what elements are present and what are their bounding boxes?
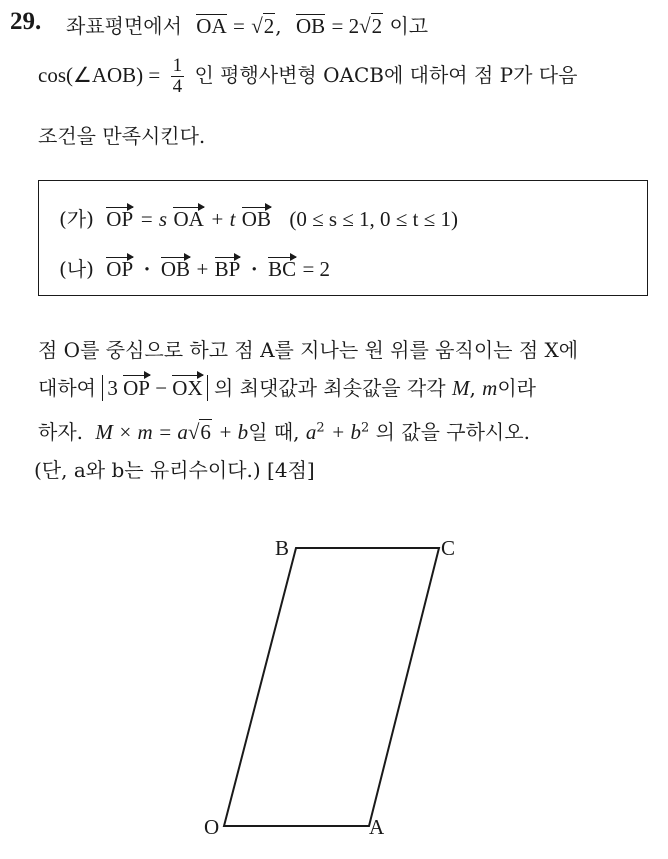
- vector-OP: OP: [123, 376, 150, 400]
- denominator: 4: [172, 76, 183, 97]
- vector-OA-magnitude: OA: [196, 14, 227, 38]
- vector-OB: OB: [241, 207, 271, 231]
- condition-label: (가): [59, 207, 94, 231]
- text-fragment: 인 평행사변형 OACB에 대하여 점 P가 다음: [194, 63, 578, 87]
- radicand: 6: [200, 420, 211, 444]
- parallelogram-OACB: [224, 548, 439, 826]
- sqrt-2: √2: [251, 14, 275, 38]
- exponent: 2: [360, 420, 370, 436]
- text-fragment: 이라: [497, 376, 536, 400]
- radicand: 2: [263, 14, 275, 38]
- equals-two: = 2: [331, 14, 360, 38]
- text-fragment: 의 값을 구하시오.: [375, 420, 530, 444]
- vertex-label-O: O: [204, 815, 220, 839]
- coef-3: 3: [107, 376, 118, 400]
- text-fragment: 의 최댓값과 최솟값을 각각: [213, 376, 446, 400]
- vertex-label-A: A: [369, 815, 385, 839]
- vector-OB: OB: [160, 257, 191, 281]
- text-fragment: 일 때,: [248, 420, 300, 444]
- vertex-label-B: B: [275, 536, 290, 560]
- var-m: m: [482, 376, 498, 400]
- problem-number: 29.: [10, 8, 42, 35]
- plus-sign: +: [196, 257, 209, 281]
- vector-OA: OA: [173, 207, 204, 231]
- vector-OP: OP: [106, 207, 134, 231]
- eq-s: = s: [139, 207, 168, 231]
- comma: ,: [275, 14, 282, 38]
- expr-Mm: M × m = a: [95, 420, 188, 444]
- plus-b: + b: [218, 420, 249, 444]
- range-text: (0 ≤ s ≤ 1, 0 ≤ t ≤ 1): [289, 207, 458, 231]
- vertex-label-C: C: [441, 536, 456, 560]
- condition-label: (나): [59, 257, 94, 281]
- text-fragment: 하자.: [38, 420, 83, 444]
- exponent: 2: [316, 420, 325, 436]
- text-fragment: 대하여: [38, 376, 96, 400]
- problem-line-3: 조건을 만족시킨다.: [38, 124, 206, 148]
- dot-operator: ·: [143, 257, 151, 281]
- text-fragment: 이고: [389, 14, 429, 38]
- vector-OB-magnitude: OB: [295, 14, 326, 38]
- plus-b-squared: + b: [331, 420, 361, 444]
- radicand: 2: [371, 14, 383, 38]
- dot-operator: ·: [250, 257, 258, 281]
- vector-BC: BC: [268, 257, 297, 281]
- sqrt-2b: √2: [359, 14, 383, 38]
- problem-line-7: (단, a와 b는 유리수이다.) [4점]: [34, 458, 315, 482]
- plus-t: + t: [210, 207, 236, 231]
- equals-two: = 2: [302, 257, 331, 281]
- var-a: a: [305, 420, 317, 444]
- problem-line-4: 점 O를 중심으로 하고 점 A를 지나는 원 위를 움직이는 점 X에: [38, 338, 579, 362]
- sqrt-6: √6: [187, 420, 211, 444]
- text-fragment: 좌표평면에서: [66, 14, 182, 38]
- vector-BP: BP: [214, 257, 241, 281]
- var-M: M: [451, 376, 470, 400]
- equals-sign: =: [232, 14, 245, 38]
- vector-OP: OP: [106, 257, 134, 281]
- numerator: 1: [172, 55, 183, 76]
- minus-sign: −: [155, 376, 168, 400]
- cos-expression: cos(∠AOB) =: [38, 63, 161, 87]
- comma: ,: [469, 376, 476, 400]
- vector-OX: OX: [172, 376, 203, 400]
